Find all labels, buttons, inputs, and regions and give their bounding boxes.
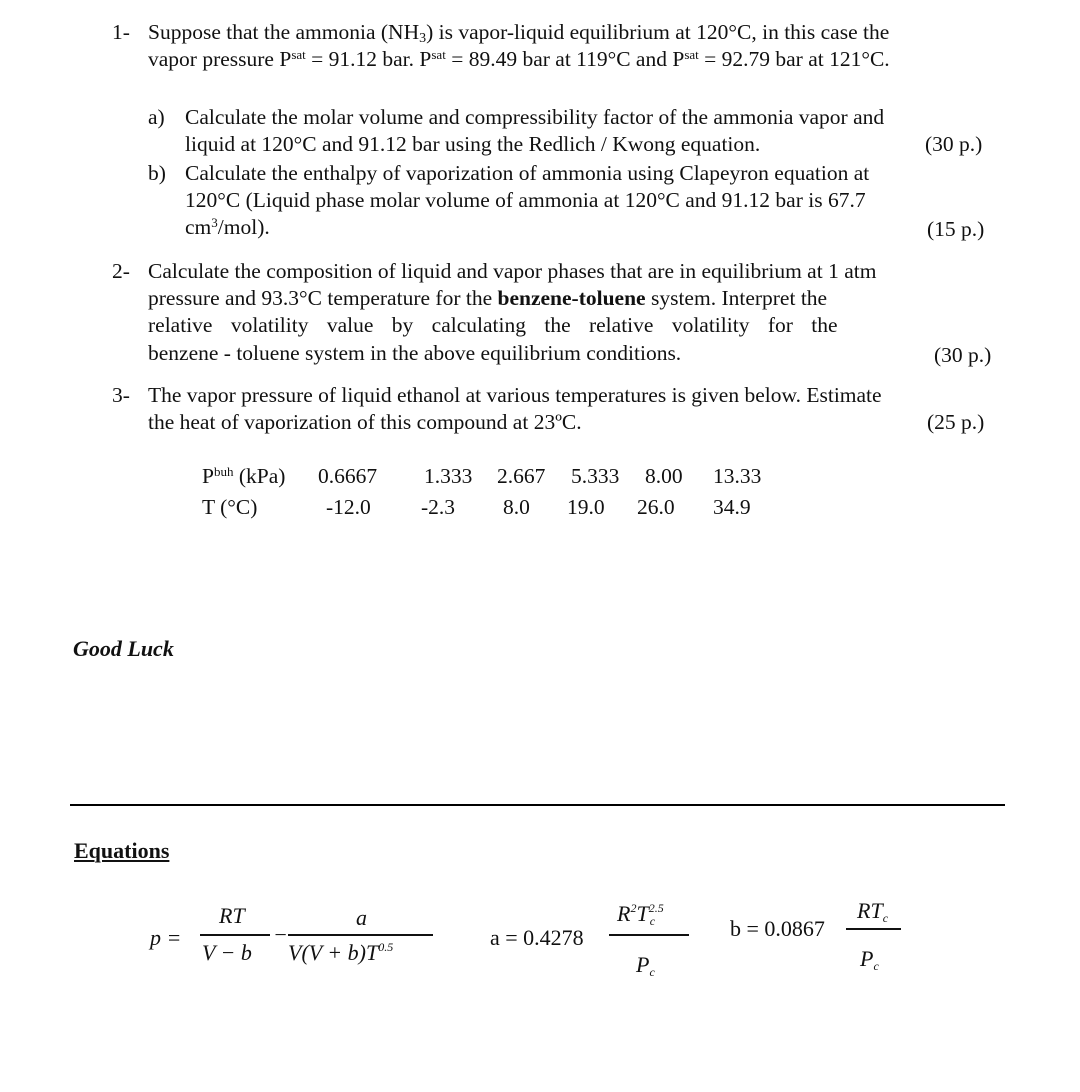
q1b-line-1: Calculate the enthalpy of vaporization of ammonia using Clapeyron equation at [185, 161, 870, 185]
q1-line-1: Suppose that the ammonia $(NH_3)$ is vapor-liquid equilibrium at 120°C, in this case the [148, 20, 890, 46]
table-row2-label: T (°C) [202, 495, 258, 519]
table-cell: 8.00 [645, 464, 683, 488]
table-cell: 5.333 [571, 464, 620, 488]
q1b-line-2: 120°C (Liquid phase molar volume of ammonia at 120°C and 91.12 bar is 67.7 [185, 188, 866, 212]
eq-a-numerator: $R^2T^{2.5}c$ [617, 901, 664, 928]
q2-line-2: pressure and 93.3°C temperature for the benzene-toluene system. Interpret the [148, 286, 828, 310]
q2-line-4: benzene - toluene system in the above equilibrium conditions. [148, 341, 682, 365]
fraction-bar [200, 934, 270, 936]
table-cell: 19.0 [567, 495, 605, 519]
table-cell: 1.333 [424, 464, 473, 488]
divider [70, 804, 1005, 806]
table-cell: -12.0 [326, 495, 371, 519]
table-cell: 26.0 [637, 495, 675, 519]
table-cell: 34.9 [713, 495, 751, 519]
table-cell: 2.667 [497, 464, 546, 488]
q1a-points: (30 p.) [925, 132, 983, 156]
q3-line-1: The vapor pressure of liquid ethanol at various temperatures is given below. Estimate [148, 383, 882, 407]
table-cell: 13.33 [713, 464, 762, 488]
table-cell: 0.6667 [318, 464, 378, 488]
q1b-points: (15 p.) [927, 217, 985, 241]
eq-b-value: b = 0.0867 [730, 916, 825, 941]
fraction-bar [288, 934, 433, 936]
fraction-bar [609, 934, 689, 936]
q3-line-2: the heat of vaporization of this compound at 23ºC. [148, 410, 582, 434]
q2-line-3: relative volatility value by calculating the relative volatility for the [148, 313, 838, 337]
eq-b-numerator: RTc [857, 898, 889, 925]
eq-a-value: a = 0.4278 [490, 925, 584, 950]
eq-b-denominator: Pc [860, 946, 879, 973]
q1-line-2: vapor pressure $P^{sat} = 91.12$ bar. $P^{sat} = 89.49$ bar at 119°C and $P^{sat} = 92.79$ bar at 121°C. [148, 47, 890, 71]
q1-number: 1- [112, 20, 130, 44]
q2-points: (30 p.) [934, 343, 992, 367]
eq-a-denominator: Pc [636, 952, 655, 979]
eq-minus-sign: − [273, 922, 288, 947]
q3-number: 3- [112, 383, 130, 407]
eq-v-minus-b: V − b [202, 940, 252, 965]
q2-line-1: Calculate the composition of liquid and vapor phases that are in equilibrium at 1 atm [148, 259, 877, 283]
q1a-line-1: Calculate the molar volume and compressibility factor of the ammonia vapor and [185, 105, 885, 129]
q1a-label: a) [148, 105, 165, 129]
eq-rt-numerator: RT [219, 903, 245, 928]
q1a-line-2: liquid at 120°C and 91.12 bar using the Redlich / Kwong equation. [185, 132, 761, 156]
fraction-bar [846, 928, 901, 930]
eq-a-numerator: a [356, 905, 367, 930]
eq-p-equals: p = [150, 925, 182, 950]
q2-number: 2- [112, 259, 130, 283]
closing-text: Good Luck [73, 636, 174, 661]
table-cell: -2.3 [421, 495, 456, 519]
q3-points: (25 p.) [927, 410, 985, 434]
equations-heading: Equations [74, 838, 170, 863]
q1b-line-3: $cm^3/mol$). [185, 215, 270, 239]
vapor-pressure-table [0, 462, 1080, 522]
table-cell: 8.0 [503, 495, 530, 519]
eq-denominator: $V(V + b)T^{0.5}$ [288, 940, 394, 965]
table-row1-label: $P^{buh}$ (kPa) [202, 464, 286, 488]
q1b-label: b) [148, 161, 166, 185]
